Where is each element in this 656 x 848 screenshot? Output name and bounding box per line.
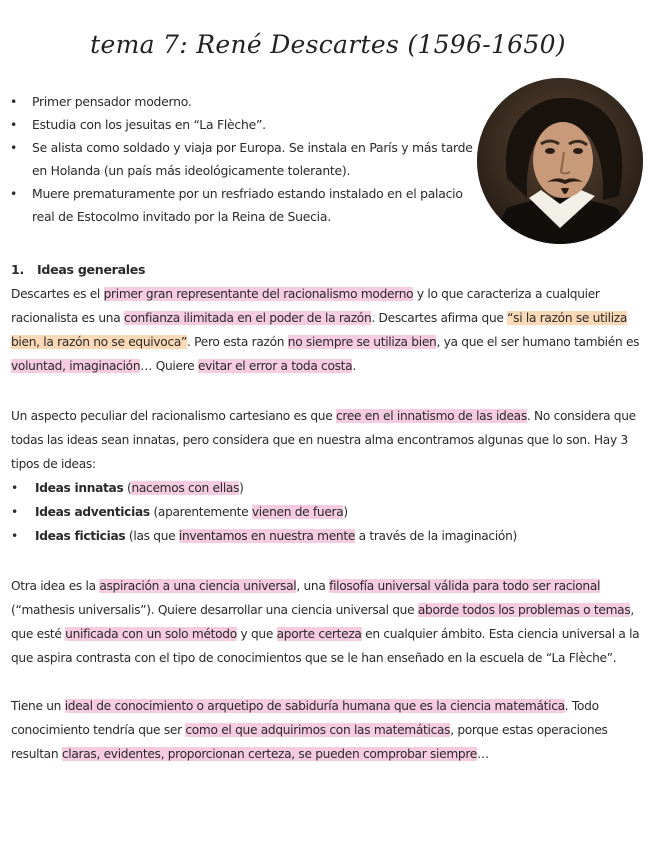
section-heading: [11, 258, 646, 282]
highlighted-phrase: claras, evidentes, proporcionan certeza, se pueden comprobar siempre: [61, 747, 477, 761]
text-run: a través de la imaginación): [355, 529, 517, 543]
text-run: (“mathesis universalis”). Quiere desarrollar una ciencia universal que: [11, 603, 418, 617]
text-run: Descartes es el: [11, 287, 104, 301]
text-run: , ya que el ser humano también es: [436, 335, 640, 349]
text-run: . Pero esta razón: [187, 335, 288, 349]
highlighted-phrase: confianza ilimitada en el poder de la razón: [123, 311, 372, 325]
highlighted-phrase: inventamos en nuestra mente: [178, 529, 356, 543]
text-run: y que: [236, 627, 277, 641]
highlighted-phrase: ideal de conocimiento o arquetipo de sabiduría humana que es la ciencia matemática: [64, 699, 565, 713]
bio-item: • Estudia con los jesuitas en “La Flèche”.: [8, 113, 478, 136]
text-run: (: [126, 481, 132, 495]
highlighted-phrase: filosofía universal válida para todo ser racional: [329, 579, 601, 593]
highlighted-phrase: cree en el innatismo de las ideas: [335, 409, 527, 423]
text-run: , porque estas operaciones resultan: [11, 723, 608, 761]
idea-type-name: Ideas innatas: [35, 481, 124, 495]
highlighted-phrase: como el que adquirimos con las matemáticas: [185, 723, 451, 737]
text-run: . Todo conocimiento tendría que ser: [11, 699, 599, 737]
idea-type-item: [11, 476, 646, 500]
highlighted-phrase: evitar el error a toda costa: [197, 359, 353, 373]
section-title: Ideas generales: [37, 262, 146, 277]
text-run: , una: [296, 579, 330, 593]
text-run: (aparentemente: [153, 505, 252, 519]
text-run: Tiene un: [11, 699, 65, 713]
highlighted-phrase: “si la razón se utiliza bien, la razón no se equivoca”: [11, 311, 628, 349]
bio-item: • Se alista como soldado y viaja por Europa. Se instala en París y más tarde en Holanda (un país más ideológicamente tolerante).: [8, 136, 478, 182]
idea-type-name: Ideas adventicias: [35, 505, 150, 519]
paragraph-racionalismo: [11, 282, 646, 378]
highlighted-phrase: aborde todos los problemas o temas: [417, 603, 631, 617]
text-run: ): [239, 481, 244, 495]
paragraph-innatismo: [11, 404, 646, 476]
bio-item: • Primer pensador moderno.: [8, 90, 478, 113]
highlighted-phrase: nacemos con ellas: [131, 481, 240, 495]
section-ciencia-universal: [11, 574, 646, 670]
descartes-portrait: [477, 78, 643, 244]
highlighted-phrase: aporte certeza: [276, 627, 362, 641]
text-run: y lo que caracteriza a cualquier racionalista es una: [11, 287, 600, 325]
idea-type-item: [11, 524, 646, 548]
biography-list: [8, 90, 478, 228]
section-number: 1.: [11, 262, 24, 277]
text-run: . No considera que todas las ideas sean innatas, pero considera que en nuestra alma encontramos algunas que lo son. Hay 3 tipos de ideas:: [11, 409, 636, 471]
text-run: …: [476, 747, 489, 761]
idea-types-list: [11, 476, 646, 548]
text-run: .: [352, 359, 356, 373]
text-run: en cualquier ámbito. Esta ciencia universal a la que aspira contrasta con el tipo de conocimientos que se le han enseñado en la escuela de “La Flèche”.: [11, 627, 640, 665]
text-run: , que esté: [11, 603, 634, 641]
highlighted-phrase: vienen de fuera: [251, 505, 344, 519]
text-run: . Descartes afirma que: [371, 311, 508, 325]
text-run: Otra idea es la: [11, 579, 100, 593]
section-matematica: [11, 694, 646, 766]
paragraph-ciencia-universal: [11, 574, 646, 670]
bio-item: • Muere prematuramente por un resfriado estando instalado en el palacio real de Estocolmo invitado por la Reina de Suecia.: [8, 182, 478, 228]
idea-type-name: Ideas ficticias: [35, 529, 126, 543]
text-run: … Quiere: [140, 359, 198, 373]
text-run: ): [343, 505, 348, 519]
idea-type-item: [11, 500, 646, 524]
highlighted-phrase: voluntad, imaginación: [11, 359, 141, 373]
highlighted-phrase: primer gran representante del racionalismo moderno: [103, 287, 414, 301]
text-run: Un aspecto peculiar del racionalismo cartesiano es que: [11, 409, 336, 423]
paragraph-matematica: [11, 694, 646, 766]
section-ideas-generales: [11, 258, 646, 378]
highlighted-phrase: no siempre se utiliza bien: [287, 335, 437, 349]
text-run: (las que: [128, 529, 179, 543]
page-title: tema 7: René Descartes (1596-1650): [90, 30, 566, 59]
highlighted-phrase: unificada con un solo método: [65, 627, 237, 641]
section-innatismo: [11, 404, 646, 548]
highlighted-phrase: aspiración a una ciencia universal: [99, 579, 297, 593]
